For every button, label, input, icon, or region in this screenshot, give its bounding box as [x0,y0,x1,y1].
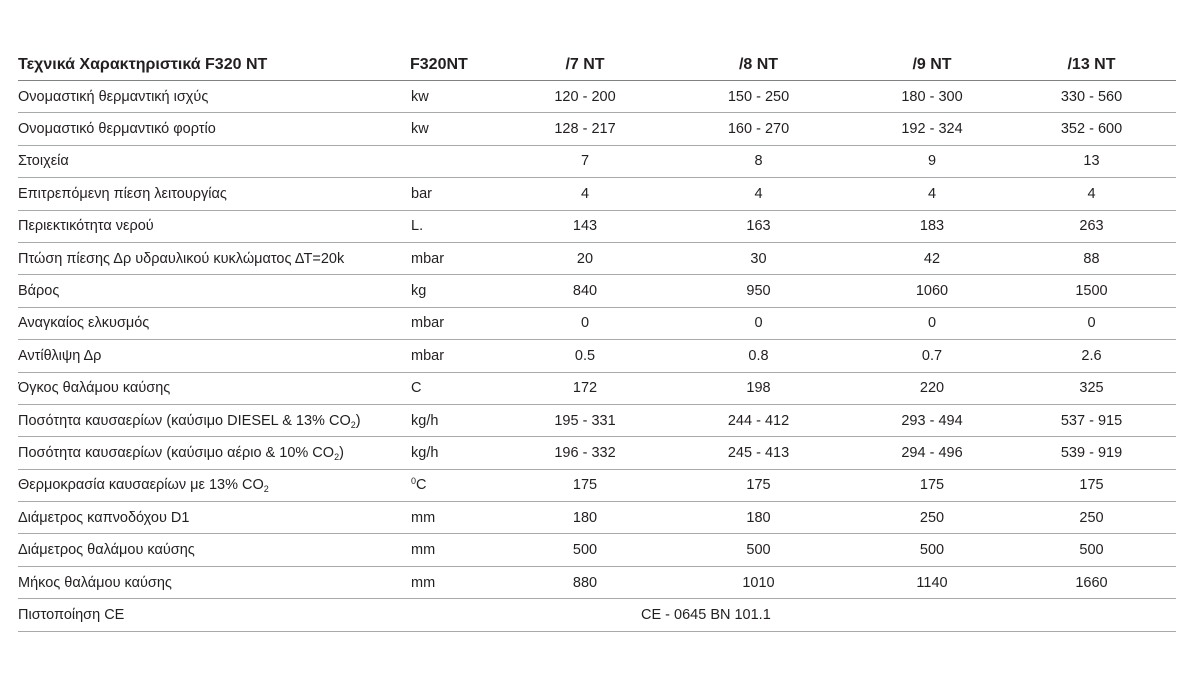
header-model-13nt: /13 NT [1007,49,1176,81]
table-row-sections [18,145,1176,177]
value-13nt: 500 [1007,534,1176,566]
row-unit: C [410,372,510,404]
row-unit: mm [410,566,510,598]
value-7nt: 0.5 [510,340,660,372]
value-8nt: 180 [660,502,857,534]
ce-certification-value: CE - 0645 BN 101.1 [410,599,1176,631]
value-9nt: 250 [857,502,1007,534]
value-7nt: 172 [510,372,660,404]
value-7nt: 175 [510,469,660,501]
row-label: Περιεκτικότητα νερού [18,210,410,242]
value-13nt: 1500 [1007,275,1176,307]
value-9nt: 293 - 494 [857,404,1007,436]
value-9nt: 1140 [857,566,1007,598]
value-7nt: 128 - 217 [510,113,660,145]
value-13nt: 352 - 600 [1007,113,1176,145]
table-row-hydraulic-pressure-drop [18,242,1176,274]
row-label [18,404,410,436]
value-7nt: 120 - 200 [510,81,660,113]
value-9nt: 42 [857,242,1007,274]
value-9nt: 1060 [857,275,1007,307]
value-9nt: 180 - 300 [857,81,1007,113]
value-7nt: 20 [510,242,660,274]
row-unit: mm [410,534,510,566]
header-model-9nt: /9 NT [857,49,1007,81]
row-label: Αναγκαίος ελκυσμός [18,307,410,339]
value-8nt: 163 [660,210,857,242]
row-unit: kw [410,81,510,113]
value-9nt: 192 - 324 [857,113,1007,145]
value-9nt: 500 [857,534,1007,566]
value-7nt: 143 [510,210,660,242]
row-label: Αντίθλιψη Δρ [18,340,410,372]
value-8nt: 175 [660,469,857,501]
value-8nt: 950 [660,275,857,307]
row-label: Επιτρεπόμενη πίεση λειτουργίας [18,178,410,210]
row-label: Στοιχεία [18,145,410,177]
value-8nt: 1010 [660,566,857,598]
value-9nt: 0 [857,307,1007,339]
table-row-flue-gas-diesel [18,404,1176,436]
row-unit: kg [410,275,510,307]
row-unit: L. [410,210,510,242]
table-row-chimney-diameter [18,502,1176,534]
value-7nt: 4 [510,178,660,210]
table-header-row [18,49,1176,81]
row-label: Ονομαστική θερμαντική ισχύς [18,81,410,113]
row-unit: kg/h [410,404,510,436]
value-8nt: 160 - 270 [660,113,857,145]
value-13nt: 4 [1007,178,1176,210]
row-unit: $^0$C [410,469,510,501]
value-8nt: 0.8 [660,340,857,372]
row-unit: mbar [410,242,510,274]
table-row-ce-certification [18,599,1176,631]
row-label [18,437,410,469]
value-9nt: 220 [857,372,1007,404]
value-9nt: 9 [857,145,1007,177]
row-label: Ονομαστικό θερμαντικό φορτίο [18,113,410,145]
value-8nt: 8 [660,145,857,177]
header-model: F320NT [410,49,510,81]
value-7nt: 7 [510,145,660,177]
value-13nt: 325 [1007,372,1176,404]
row-label-text: Ποσότητα καυσαερίων (καύσιμο DIESEL & 13% $CO_2$) [18,412,361,430]
value-13nt: 263 [1007,210,1176,242]
row-label: Όγκος θαλάμου καύσης [18,372,410,404]
value-9nt: 175 [857,469,1007,501]
value-7nt: 840 [510,275,660,307]
value-9nt: 4 [857,178,1007,210]
value-13nt: 0 [1007,307,1176,339]
value-13nt: 539 - 919 [1007,437,1176,469]
value-7nt: 500 [510,534,660,566]
value-8nt: 500 [660,534,857,566]
technical-specs-table [18,49,1176,632]
value-9nt: 0.7 [857,340,1007,372]
value-13nt: 13 [1007,145,1176,177]
value-7nt: 195 - 331 [510,404,660,436]
row-unit: bar [410,178,510,210]
row-label-text: Ποσότητα καυσαερίων (καύσιμο αέριο & 10% $CO_2$) [18,444,344,462]
table-row-chamber-diameter [18,534,1176,566]
row-unit: mbar [410,340,510,372]
row-label: Βάρος [18,275,410,307]
row-unit: kw [410,113,510,145]
value-7nt: 196 - 332 [510,437,660,469]
table-row-chamber-length [18,566,1176,598]
row-label: Διάμετρος θαλάμου καύσης [18,534,410,566]
value-13nt: 537 - 915 [1007,404,1176,436]
value-13nt: 175 [1007,469,1176,501]
value-8nt: 245 - 413 [660,437,857,469]
value-8nt: 150 - 250 [660,81,857,113]
table-row-weight [18,275,1176,307]
table-row-water-content [18,210,1176,242]
row-label: Πιστοποίηση CE [18,599,410,631]
row-label: Διάμετρος καπνοδόχου D1 [18,502,410,534]
table-row-flue-gas-gas [18,437,1176,469]
table-row-back-pressure [18,340,1176,372]
row-unit: mbar [410,307,510,339]
value-13nt: 330 - 560 [1007,81,1176,113]
table-row-nominal-heat-output [18,81,1176,113]
value-9nt: 183 [857,210,1007,242]
value-7nt: 880 [510,566,660,598]
row-unit: mm [410,502,510,534]
table-row-required-draught [18,307,1176,339]
value-7nt: 0 [510,307,660,339]
row-label [18,469,410,501]
row-label: Πτώση πίεσης Δρ υδραυλικού κυκλώματος ΔΤ=20k [18,242,410,274]
table-row-operating-pressure [18,178,1176,210]
header-model-7nt: /7 NT [510,49,660,81]
row-label-text: Θερμοκρασία καυσαερίων με 13% $CO_2$ [18,477,269,495]
value-13nt: 88 [1007,242,1176,274]
row-unit [410,145,510,177]
header-model-8nt: /8 NT [660,49,857,81]
table-row-flue-gas-temperature [18,469,1176,501]
value-13nt: 250 [1007,502,1176,534]
value-8nt: 0 [660,307,857,339]
value-8nt: 30 [660,242,857,274]
value-8nt: 4 [660,178,857,210]
value-13nt: 1660 [1007,566,1176,598]
row-unit: kg/h [410,437,510,469]
value-9nt: 294 - 496 [857,437,1007,469]
table-row-combustion-chamber-volume [18,372,1176,404]
value-7nt: 180 [510,502,660,534]
value-13nt: 2.6 [1007,340,1176,372]
table-title: Τεχνικά Χαρακτηριστικά F320 NT [18,49,410,81]
row-label: Μήκος θαλάμου καύσης [18,566,410,598]
value-8nt: 198 [660,372,857,404]
value-8nt: 244 - 412 [660,404,857,436]
table-row-nominal-heat-load [18,113,1176,145]
